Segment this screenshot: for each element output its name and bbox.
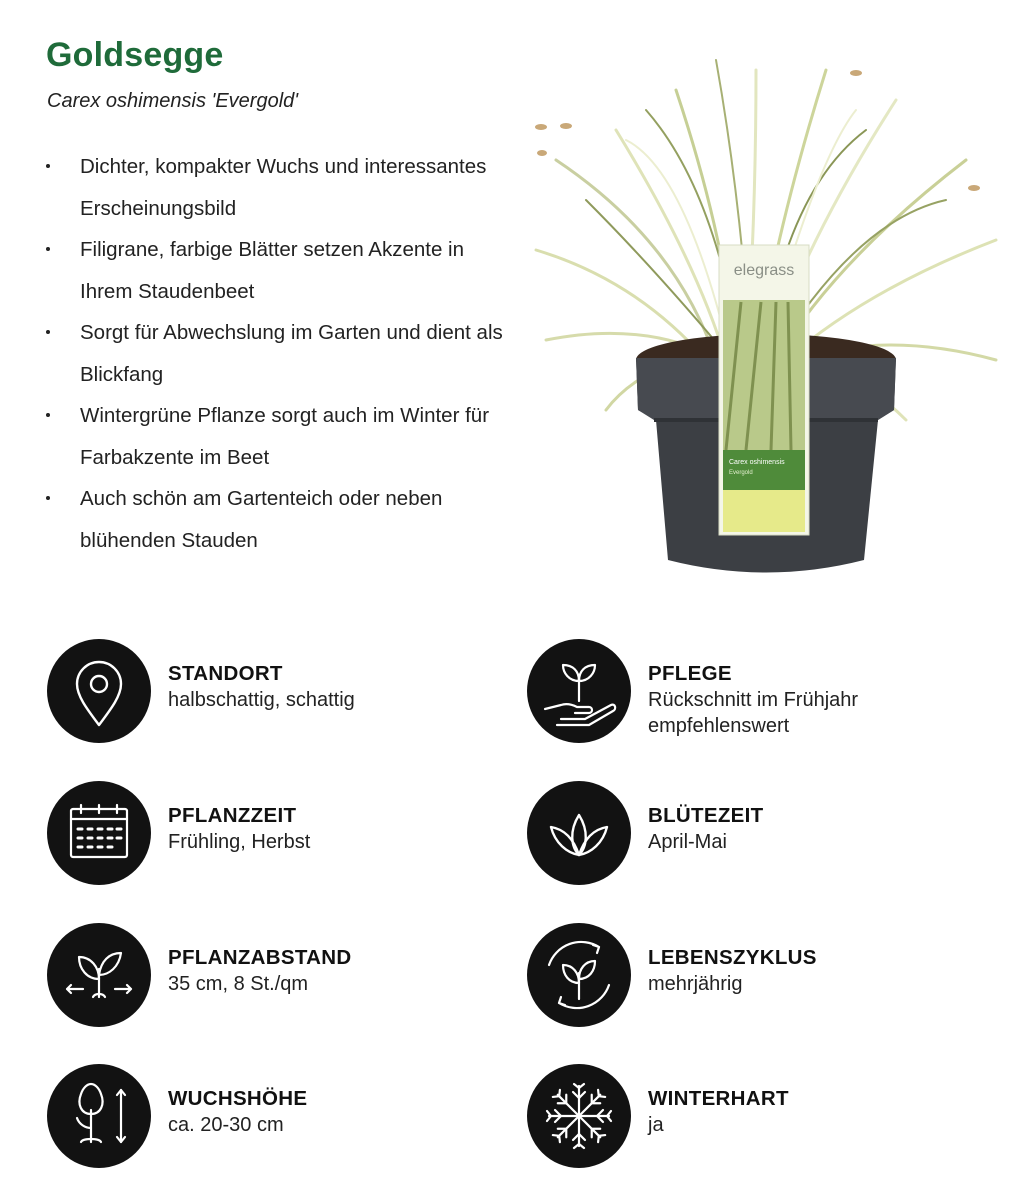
feature-wuchshoehe	[47, 1064, 487, 1174]
feature-pflanzabstand	[47, 923, 487, 1033]
plant-spacing-icon	[47, 923, 151, 1027]
location-pin-icon	[47, 639, 151, 743]
feature-bullet-list	[46, 146, 516, 561]
feature-value: Rückschnitt im Frühjahr empfehlenswert	[648, 689, 859, 737]
feature-standort	[47, 639, 487, 749]
feature-bluetezeit	[527, 781, 967, 891]
hand-seedling-icon	[527, 639, 631, 743]
bullet-dot	[46, 247, 50, 251]
bullet-text: Filigrane, farbige Blätter setzen Akzente in Ihrem Staudenbeet	[80, 238, 465, 303]
bullet-item	[46, 395, 516, 478]
feature-label: BLÜTEZEIT	[648, 804, 764, 827]
feature-value: halbschattig, schattig	[168, 689, 355, 711]
bullet-dot	[46, 413, 50, 417]
feature-label: PFLANZABSTAND	[168, 946, 352, 969]
bullet-dot	[46, 496, 50, 500]
feature-label: PFLEGE	[648, 662, 732, 685]
plant-label	[719, 245, 809, 535]
seed-heads	[535, 70, 980, 191]
bullet-item	[46, 312, 516, 395]
feature-value: April-Mai	[648, 831, 727, 853]
bullet-text: Sorgt für Abwechslung im Garten und dient als Blickfang	[80, 321, 503, 386]
feature-winterhart	[527, 1064, 967, 1174]
bullet-item	[46, 478, 516, 561]
feature-pflanzzeit	[47, 781, 487, 891]
feature-label: PFLANZZEIT	[168, 804, 297, 827]
label-text: Carex oshimensis	[729, 459, 785, 466]
bullet-item	[46, 229, 516, 312]
feature-value: ca. 20-30 cm	[168, 1114, 284, 1136]
feature-lebenszyklus	[527, 923, 967, 1033]
bullet-text: Auch schön am Gartenteich oder neben blühenden Stauden	[80, 487, 443, 552]
bullet-text: Wintergrüne Pflanze sorgt auch im Winter für Farbakzente im Beet	[80, 404, 490, 469]
product-title: Goldsegge	[46, 36, 224, 74]
bullet-item	[46, 146, 516, 229]
tree-height-icon	[47, 1064, 151, 1168]
feature-label: LEBENSZYKLUS	[648, 946, 817, 969]
feature-pflege	[527, 639, 967, 749]
product-image	[526, 40, 1006, 585]
product-latin-name: Carex oshimensis 'Evergold'	[47, 90, 299, 112]
calendar-icon	[47, 781, 151, 885]
feature-value: ja	[648, 1114, 664, 1136]
feature-label: STANDORT	[168, 662, 283, 685]
bullet-text: Dichter, kompakter Wuchs und interessantes Erscheinungsbild	[80, 155, 487, 220]
feature-value: Frühling, Herbst	[168, 831, 311, 853]
bullet-dot	[46, 330, 50, 334]
label-subtext: Evergold	[729, 470, 753, 476]
lotus-flower-icon	[527, 781, 631, 885]
feature-label: WINTERHART	[648, 1087, 789, 1110]
feature-value: mehrjährig	[648, 973, 743, 995]
lifecycle-sprout-icon	[527, 923, 631, 1027]
snowflake-icon	[527, 1064, 631, 1168]
feature-value: 35 cm, 8 St./qm	[168, 973, 309, 995]
bullet-dot	[46, 164, 50, 168]
label-brand: elegrass	[733, 262, 795, 279]
feature-label: WUCHSHÖHE	[168, 1087, 308, 1110]
